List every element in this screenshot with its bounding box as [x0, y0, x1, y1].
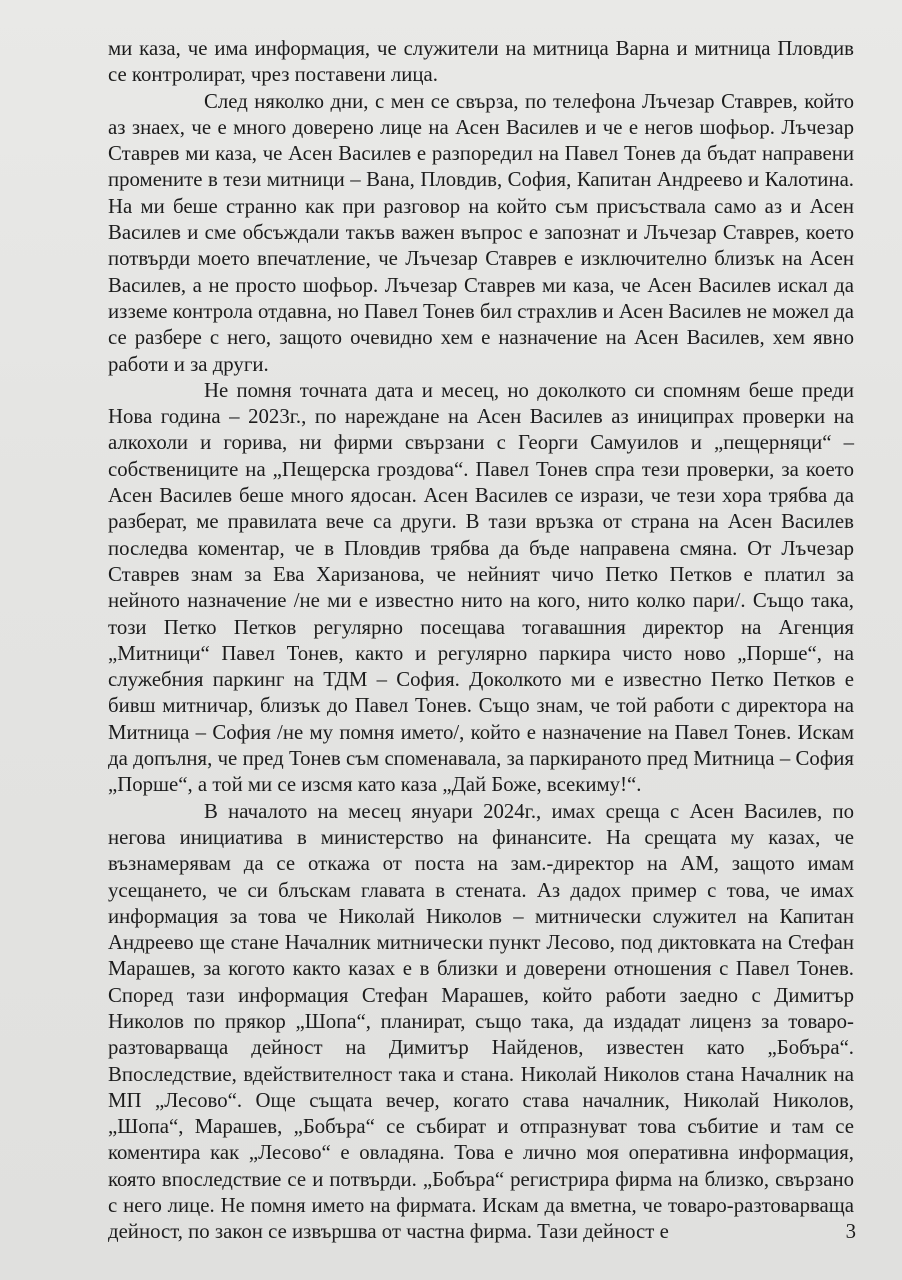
- page-number: 3: [845, 1220, 856, 1243]
- document-body: [108, 36, 854, 1246]
- paragraph-4: В началото на месец януари 2024г., имах среща с Асен Василев, по негова инициатива в министерство на финансите. На срещата му казах, че възнамерявам да се откажа от поста на зам.-директор на АМ, защото имам усещането, че си блъскам главата в стената. Аз дадох пример с това, че имах информация за това че Николай Николов – митнически служител на Капитан Андреево ще стане Началник митнически пункт Лесово, под диктовката на Стефан Марашев, за когото както казах е в близки и доверени отношения с Павел Тонев. Според тази информация Стефан Марашев, който работи заедно с Димитър Николов по прякор „Шопа“, планират, също така, да издадат лиценз за товаро-разтоварваща дейност на Димитър Найденов, известен като „Бобъра“. Впоследствие, вдействителност така и стана. Николай Николов стана Началник на МП „Лесово“. Още същата вечер, когато става началник, Николай Николов, „Шопа“, Марашев, „Бобъра“ се събират и отпразнуват това събитие и там се коментира как „Лесово“ е овладяна. Това е лично моя оперативна информация, която впоследствие се и потвърди. „Бобъра“ регистрира фирма на близко, свързано с него лице. Не помня името на фирмата. Искам да вметна, че товаро-разтоварваща дейност, по закон се извършва от частна фирма. Тази дейност е: [108, 799, 854, 1244]
- paragraph-1: ми каза, че има информация, че служители на митница Варна и митница Пловдив се контролират, чрез поставени лица.: [108, 37, 854, 87]
- paragraph-3: Не помня точната дата и месец, но доколкото си спомням беше преди Нова година – 2023г., по нареждане на Асен Василев аз иниципрах проверки на алкохоли и горива, ни фирми свързани с Георги Самуилов и „пещерняци“ – собствениците на „Пещерска гроздова“. Павел Тонев спра тези проверки, за което Асен Василев беше много ядосан. Асен Василев се изрази, че тези хора трябва да разберат, ме правилата вече са други. В тази връзка от страна на Асен Василев последва коментар, че в Пловдив трябва да бъде направена смяна. От Лъчезар Ставрев знам за Ева Харизанова, че нейният чичо Петко Петков е платил за нейното назначение /не ми е известно нито на кого, нито колко пари/. Също така, този Петко Петков регулярно посещава тогавашния директор на Агенция „Митници“ Павел Тонев, както и регулярно паркира чисто ново „Порше“, на служебния паркинг на ТДМ – София. Доколкото ми е известно Петко Петков е бивш митничар, близък до Павел Тонев. Също знам, че той работи с директора на Митница – София /не му помня името/, който е назначение на Павел Тонев. Искам да допълня, че пред Тонев съм споменавала, за паркираното пред Митница – София „Порше“, а той ми се изсмя като каза „Дай Боже, всекиму!“.: [108, 378, 854, 797]
- paragraph-2: След няколко дни, с мен се свърза, по телефона Лъчезар Ставрев, който аз знаех, че е много доверено лице на Асен Василев и че е негов шофьор. Лъчезар Ставрев ми каза, че Асен Василев е разпоредил на Павел Тонев да бъдат направени промените в тези митници – Вана, Пловдив, София, Капитан Андреево и Калотина. На ми беше странно как при разговор на който съм присъствала само аз и Асен Василев и сме обсъждали такъв важен въпрос е запознат и Лъчезар Ставрев, което потвърди моето впечатление, че Лъчезар Ставрев е изключително близък на Асен Василев, а не просто шофьор. Лъчезар Ставрев ми каза, че Асен Василев искал да изземе контрола отдавна, но Павел Тонев бил страхлив и Асен Василев не можел да се разбере с него, защото очевидно хем е назначение на Асен Василев, хем явно работи и за други.: [108, 89, 854, 376]
